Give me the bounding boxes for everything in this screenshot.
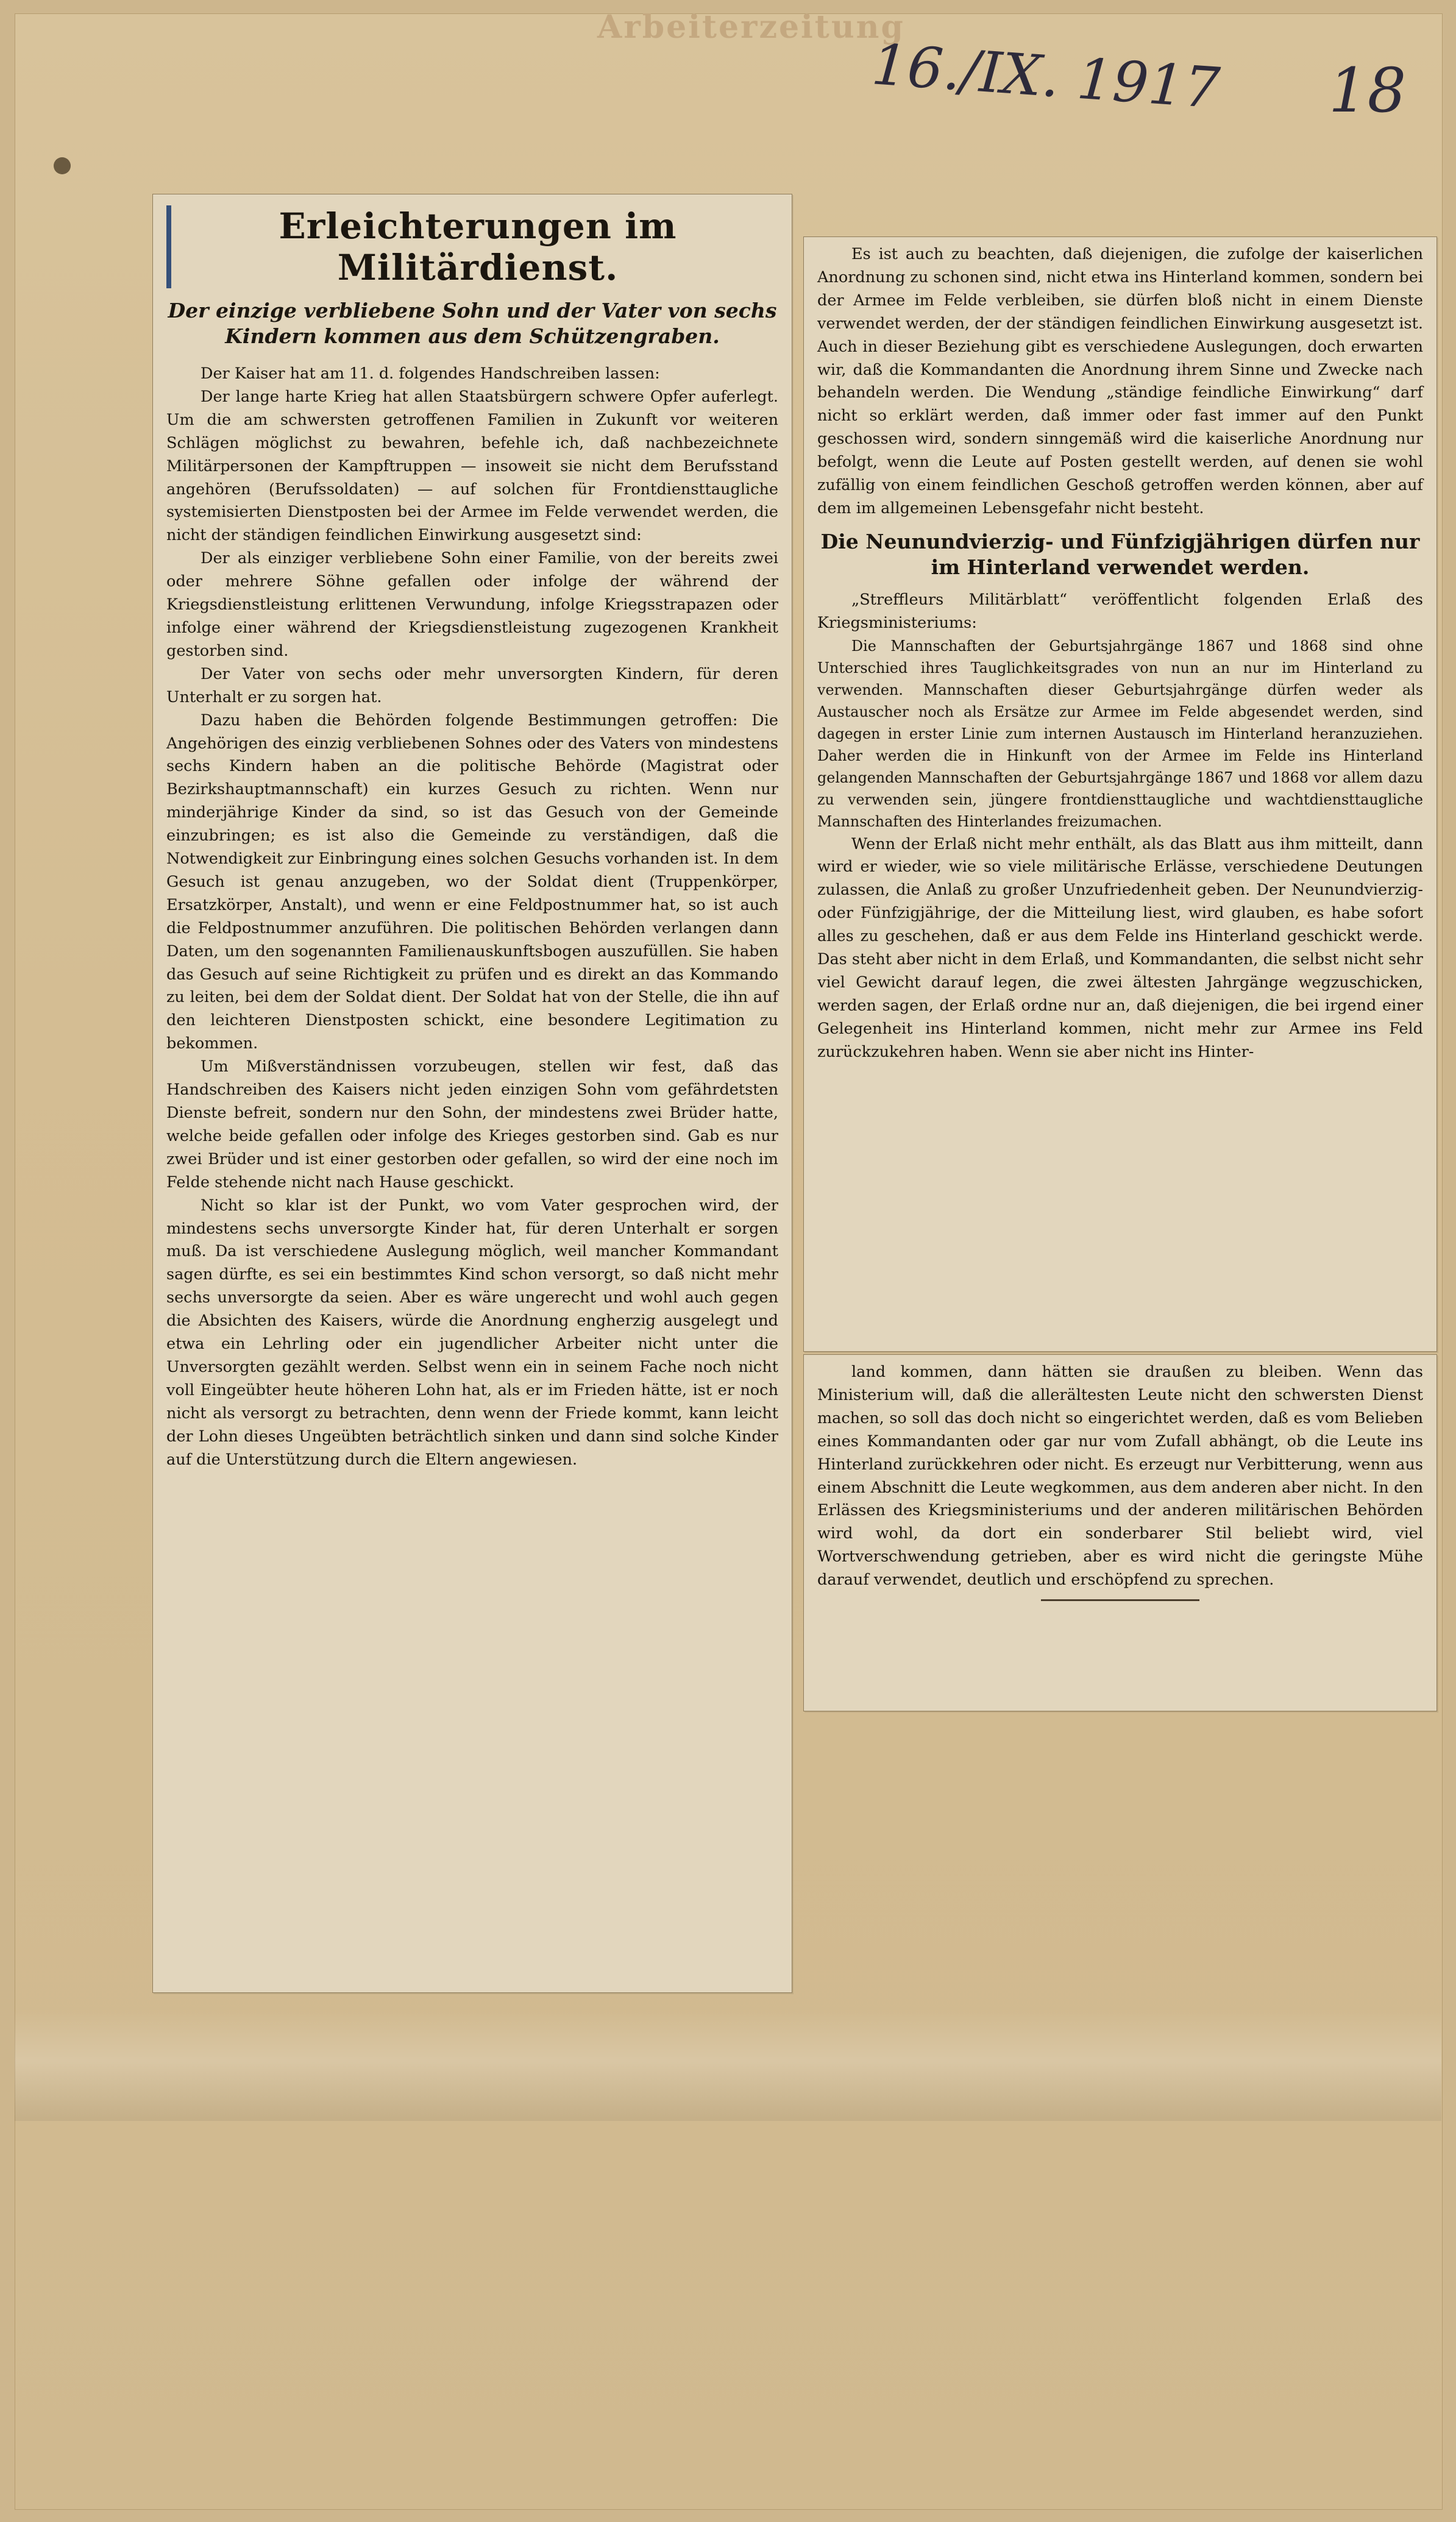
clipping-right-top — [803, 236, 1437, 1352]
article-paragraph: Der lange harte Krieg hat allen Staatsbürgern schwere Opfer auferlegt. Um die am schwersten getroffenen Familien in Zukunft vor weiteren Schlägen möglichst zu bewahren, befehle ich, daß nachbezeichnete Militärpersonen der Kampftruppen — insoweit sie nicht dem Berufsstand angehören (Berufssoldaten) — auf solchen für Frontdiensttaugliche systemisierten Dienstposten bei der Armee im Felde verwendet werden, die nicht der ständigen feindlichen Einwirkung ausgesetzt sind: — [166, 387, 778, 545]
article-title: Erleichterungen im Militärdienst. — [166, 205, 778, 288]
article2-title: Die Neunundvierzig- und Fünfzigjährigen dürfen nur im Hinterland verwendet werden. — [820, 529, 1420, 579]
end-rule — [1041, 1599, 1199, 1601]
clipping-left — [152, 194, 792, 1993]
article-paragraph: Wenn der Erlaß nicht mehr enthält, als das Blatt aus ihm mitteilt, dann wird er wieder, wie so viele militärische Erlässe, verschiedene Deutungen zulassen, die Anlaß zu großer Unzufriedenheit geben. Der Neunundvierzig- oder Fünfzigjährige, der die Mitteilung liest, wird glauben, es habe sofort alles zu geschehen, daß er aus dem Felde ins Hinterland geschickt werde. Das steht aber nicht in dem Erlaß, und Kommandanten, die selbst nicht sehr viel Gewicht darauf legen, die zwei ältesten Jahrgänge wegzuschicken, werden sagen, der Erlaß ordne nur an, daß diejenigen, die bei irgend einer Gelegenheit ins Hinterland kommen, nicht mehr zur Armee ins Feld zurückzukehren haben. Wenn sie aber nicht ins Hinter- — [817, 834, 1423, 1061]
handwritten-number: 18 — [1329, 55, 1407, 126]
article2-intro: „Streffleurs Militärblatt“ veröffentlicht folgenden Erlaß des Kriegsministeriums: — [817, 590, 1423, 632]
clipping-right-bottom — [803, 1354, 1437, 1711]
paper-fold — [15, 2011, 1441, 2121]
article-paragraph: Der Vater von sechs oder mehr unversorgten Kindern, für deren Unterhalt er zu sorgen hat. — [166, 664, 778, 706]
article-paragraph: Dazu haben die Behörden folgende Bestimmungen getroffen: Die Angehörigen des einzig verbliebenen Sohnes oder des Vaters von mindestens sechs Kindern haben an die politische Behörde (Magistrat oder Bezirkshauptmannschaft) ein kurzes Gesuch zu richten. Wenn nur minderjährige Kinder da sind, so ist das Gesuch von der Gemeinde einzubringen; es ist also die Gemeinde zu verständigen, daß die Notwendigkeit zur Einbringung eines solchen Gesuchs vorhanden ist. In dem Gesuch ist genau anzugeben, wo der Soldat dient (Truppenkörper, Ersatzkörper, Anstalt), und wenn er eine Feldpostnummer hat, so ist auch die Feldpostnummer anzuführen. Die politischen Behörden verlangen dann Daten, um den sogenannten Familienauskunftsbogen auszufüllen. Sie haben das Gesuch auf seine Richtigkeit zu prüfen und es direkt an das Kommando zu leiten, bei dem der Soldat dient. Der Soldat hat von der Stelle, die ihn auf den leichteren Dienstposten schickt, eine besondere Legitimation zu bekommen. — [166, 711, 778, 1053]
article-subtitle: Der einzige verbliebene Sohn und der Vater von sechs Kindern kommen aus dem Schützengraben. — [168, 299, 777, 348]
archive-stamp: Arbeiterzeitung — [597, 9, 905, 46]
punch-hole — [54, 157, 71, 174]
article-paragraph: Der als einziger verbliebene Sohn einer Familie, von der bereits zwei oder mehrere Söhne gefallen oder infolge der während der Kriegsdienstleistung erlittenen Verwundung, infolge Kriegsstrapazen oder infolge einer während der Kriegsdienstleistung zugezogenen Krankheit gestorben sind. — [166, 549, 778, 660]
article-paragraph: Um Mißverständnissen vorzubeugen, stellen wir fest, daß das Handschreiben des Kaisers nicht jeden einzigen Sohn vom gefährdetsten Dienste befreit, sondern nur den Sohn, der mindestens zwei Brüder hatte, welche beide gefallen oder infolge des Krieges gestorben sind. Gab es nur zwei Brüder und ist einer gestorben oder gefallen, so wird der eine noch im Felde stehende nicht nach Hause geschickt. — [166, 1057, 778, 1192]
article-paragraph: land kommen, dann hätten sie draußen zu bleiben. Wenn das Ministerium will, daß die allerältesten Leute nicht den schwersten Dienst machen, so soll das doch nicht so eingerichtet werden, daß es vom Belieben eines Kommandanten oder gar nur vom Zufall abhängt, ob die Leute ins Hinterland zurückkehren oder nicht. Es erzeugt nur Verbitterung, wenn aus einem Abschnitt die Leute wegkommen, aus dem anderen aber nicht. In den Erlässen des Kriegsministeriums und der anderen militärischen Behörden wird wohl, da dort ein sonderbarer Stil beliebt wird, viel Wortverschwendung getrieben, aber es wird nicht die geringste Mühe darauf verwendet, deutlich und erschöpfend zu sprechen. — [817, 1363, 1423, 1590]
decree-text: Die Mannschaften der Geburtsjahrgänge 1867 und 1868 sind ohne Unterschied ihres Tauglichkeitsgrades von nun an nur im Hinterland zu verwenden. Mannschaften dieser Geburtsjahrgänge dürfen weder als Austauscher noch als Ersätze zur Armee im Felde abgesendet werden, sind dagegen in erster Linie zum internen Austausch im Hinterland heranzuziehen. Daher werden die in Hinkunft von der Armee im Felde ins Hinterland gelangenden Mannschaften der Geburtsjahrgänge 1867 und 1868 vor allem dazu zu verwenden sein, jüngere frontdiensttaugliche und wachtdiensttaugliche Mannschaften des Hinterlandes freizumachen. — [817, 637, 1423, 831]
article-paragraph: Der Kaiser hat am 11. d. folgendes Handschreiben lassen: — [201, 364, 660, 383]
article-paragraph: Es ist auch zu beachten, daß diejenigen, die zufolge der kaiserlichen Anordnung zu schonen sind, nicht etwa ins Hinterland kommen, sondern bei der Armee im Felde verbleiben, sie dürfen bloß nicht in einem Dienste verwendet werden, der der ständigen feindlichen Einwirkung ausgesetzt ist. Auch in dieser Beziehung gibt es verschiedene Auslegungen, doch erwarten wir, daß die Kommandanten die Anordnung ihrem Sinne und Zwecke nach behandeln werden. Die Wendung „ständige feindliche Einwirkung“ darf nicht so erklärt werden, daß immer oder fast immer auf den Punkt geschossen wird, sondern sinngemäß wird die kaiserliche Anordnung nur befolgt, wenn die Leute auf Posten gestellt werden, auf denen sie wohl zufällig von einem feindlichen Geschoß getroffen werden können, aber auf dem im allgemeinen Lebensgefahr nicht besteht. — [817, 245, 1423, 517]
decree-quote — [817, 635, 1423, 833]
handwritten-date: 16./IX. 1917 — [869, 32, 1222, 121]
article-paragraph: Nicht so klar ist der Punkt, wo vom Vater gesprochen wird, der mindestens sechs unversorgte Kinder hat, für deren Unterhalt er sorgen muß. Da ist verschiedene Auslegung möglich, weil mancher Kommandant sagen dürfte, es sei ein bestimmtes Kind schon versorgt, so daß nicht mehr sechs unversorgte da seien. Aber es wäre ungerecht und wohl auch gegen die Absichten des Kaisers, würde die Anordnung engherzig ausgelegt und etwa ein Lehrling oder ein jugendlicher Arbeiter nicht unter die Unversorgten gezählt werden. Selbst wenn ein in seinem Fache noch nicht voll Eingeübter heute höheren Lohn hat, als er im Frieden hätte, ist er noch nicht als versorgt zu betrachten, denn wenn der Friede kommt, kann leicht der Lohn dieses Ungeübten beträchtlich sinken und dann sind solche Kinder auf die Unterstützung durch die Eltern angewiesen. — [166, 1196, 778, 1469]
